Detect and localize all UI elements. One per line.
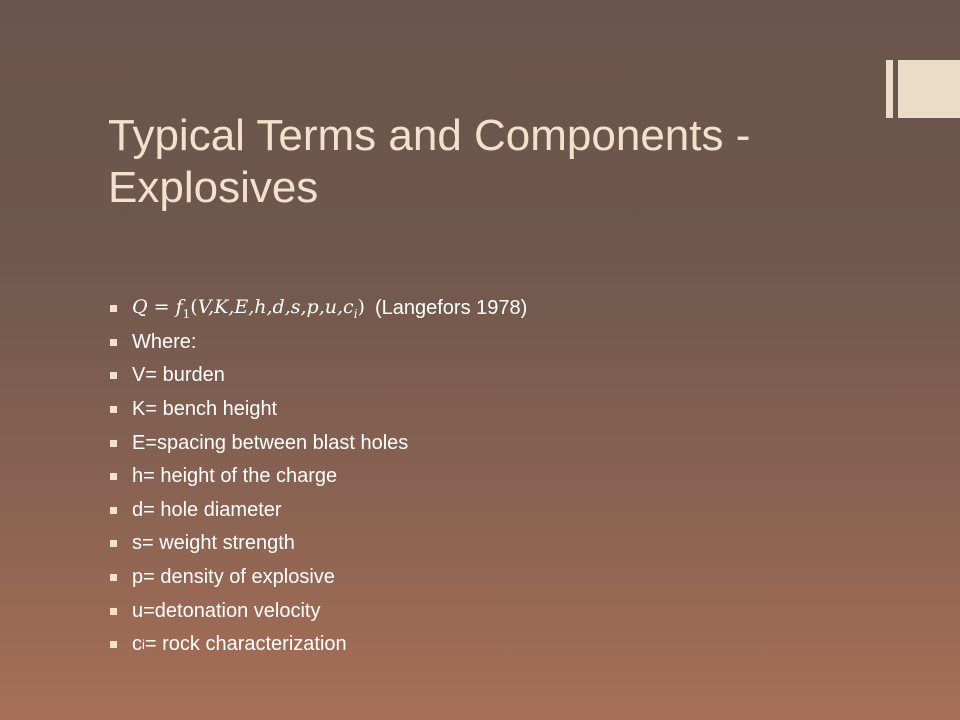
- square-bullet-icon: [110, 372, 117, 379]
- list-item-rock-characterization: c i = rock characterization: [108, 628, 868, 662]
- slide-title: [108, 110, 848, 214]
- list-item: p= density of explosive: [108, 561, 868, 595]
- square-bullet-icon: [110, 540, 117, 547]
- square-bullet-icon: [110, 339, 117, 346]
- square-bullet-icon: [110, 440, 117, 447]
- list-item: u=detonation velocity: [108, 594, 868, 628]
- formula-citation: (Langefors 1978): [374, 297, 528, 320]
- list-item: E=spacing between blast holes: [108, 426, 868, 460]
- square-bullet-icon: [110, 641, 117, 648]
- corner-decoration-bar: [886, 60, 893, 118]
- list-item: V= burden: [108, 359, 868, 393]
- square-bullet-icon: [110, 574, 117, 581]
- square-bullet-icon: [110, 305, 117, 312]
- list-item: d= hole diameter: [108, 494, 868, 528]
- square-bullet-icon: [110, 473, 117, 480]
- square-bullet-icon: [110, 507, 117, 514]
- list-item: h= height of the charge: [108, 460, 868, 494]
- title-line-1: Typical Terms and Components -: [108, 111, 751, 160]
- bullet-list: [108, 292, 868, 662]
- corner-decoration-block: [898, 60, 960, 118]
- list-item: Where:: [108, 326, 868, 360]
- list-item: K= bench height: [108, 393, 868, 427]
- formula-bullet: [108, 292, 868, 326]
- square-bullet-icon: [110, 406, 117, 413]
- langefors-formula: $Q = f_1(V,K,E,h,d,s,p,u,c_i)$: [132, 296, 365, 322]
- list-item: s= weight strength: [108, 527, 868, 561]
- title-line-2: Explosives: [108, 163, 319, 212]
- square-bullet-icon: [110, 608, 117, 615]
